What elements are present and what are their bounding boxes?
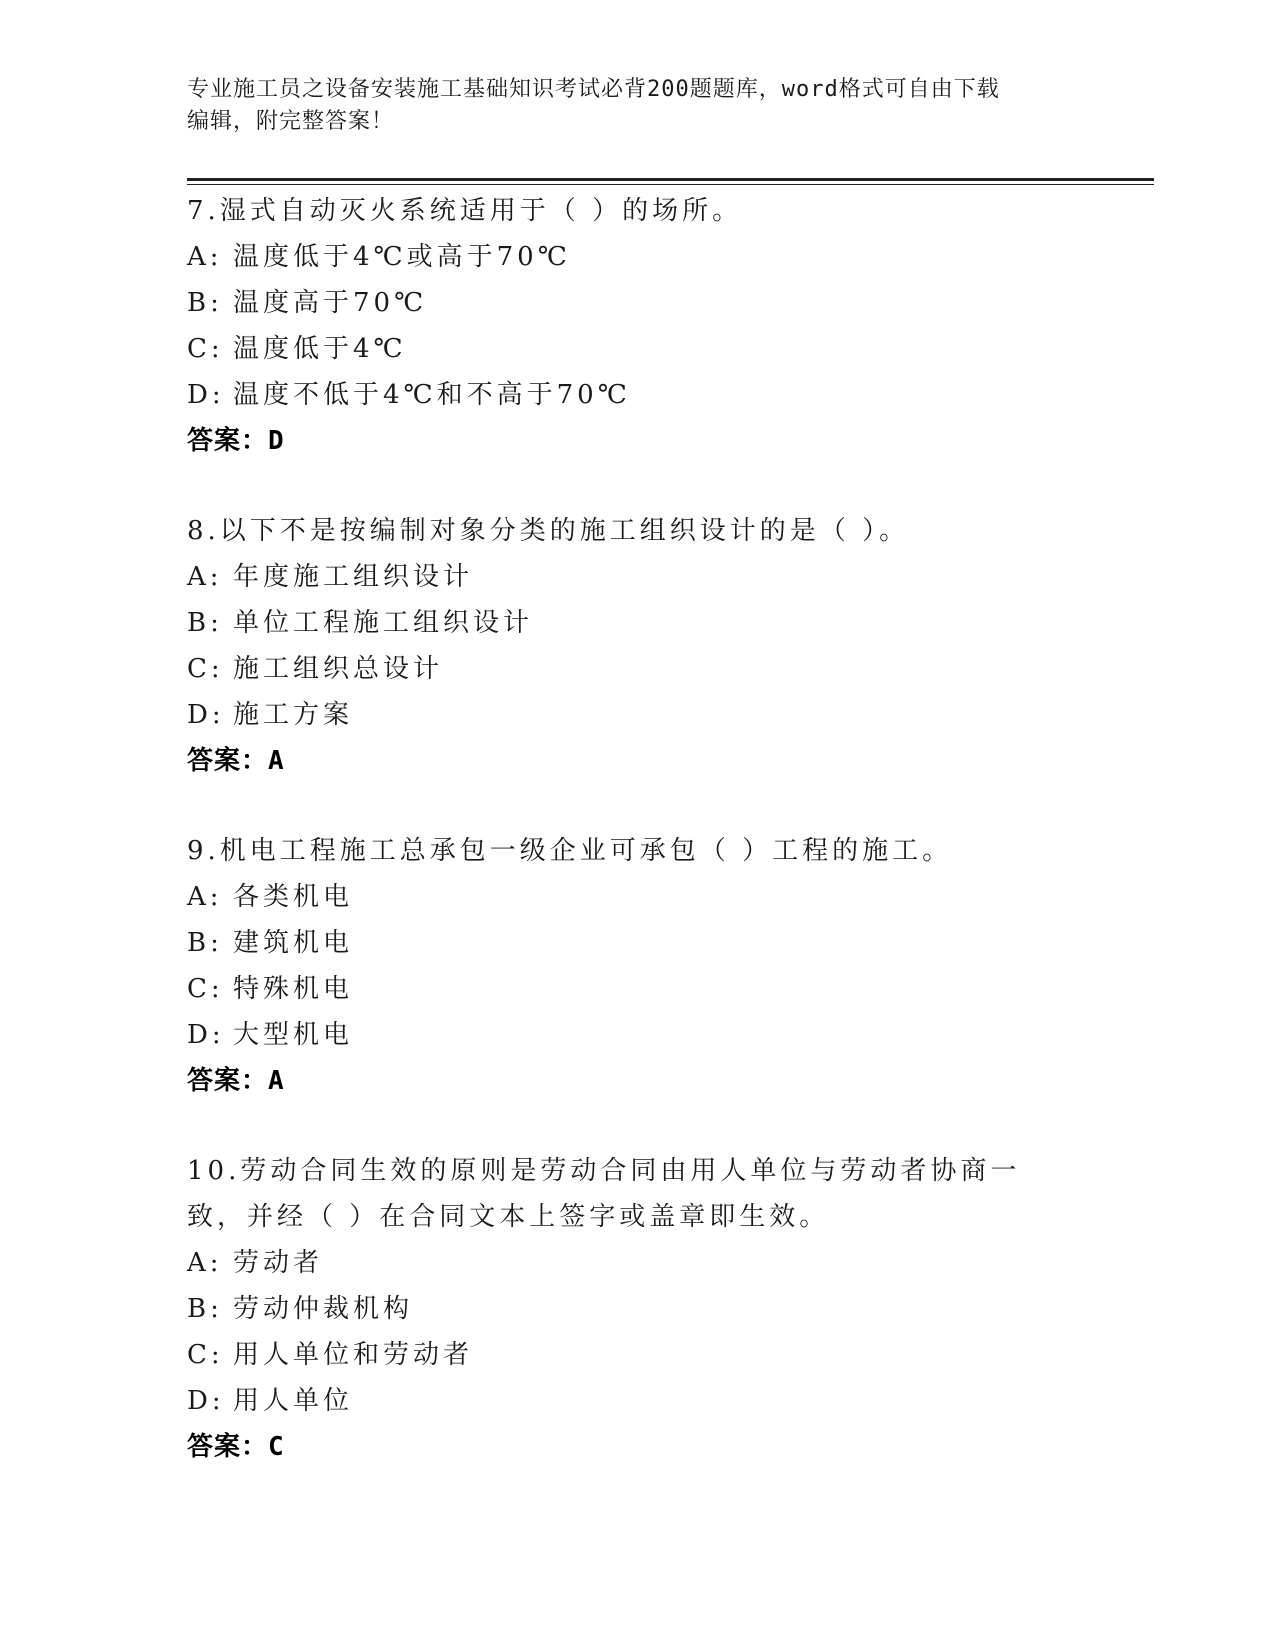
- header-line-2: 编辑，附完整答案！: [187, 109, 395, 134]
- question-text: 9.机电工程施工总承包一级企业可承包（ ）工程的施工。: [187, 836, 953, 866]
- answer-line: 答案：A: [187, 1066, 285, 1096]
- option-a: [187, 1240, 1087, 1286]
- question-10: [187, 1148, 1087, 1470]
- option-text: 大型机电: [233, 1020, 354, 1050]
- option-c: [187, 326, 1087, 372]
- option-text: 各类机电: [233, 882, 354, 912]
- option-text: 温度高于70℃: [233, 288, 428, 318]
- option-b: [187, 920, 1087, 966]
- option-key: B:: [187, 928, 223, 958]
- option-text: 温度低于4℃: [233, 334, 407, 364]
- option-key: A:: [187, 562, 223, 592]
- option-text: 施工组织总设计: [233, 654, 444, 684]
- option-key: C:: [187, 334, 224, 364]
- option-text: 用人单位和劳动者: [233, 1340, 474, 1370]
- option-text: 单位工程施工组织设计: [233, 608, 534, 638]
- answer-line: 答案：C: [187, 1432, 285, 1462]
- option-key: D:: [187, 380, 225, 410]
- option-b: [187, 280, 1087, 326]
- option-b: [187, 600, 1087, 646]
- question-text: 8.以下不是按编制对象分类的施工组织设计的是（ ）。: [187, 516, 910, 546]
- option-d: [187, 692, 1087, 738]
- option-text: 特殊机电: [233, 974, 354, 1004]
- answer-line: 答案：D: [187, 426, 285, 456]
- option-c: [187, 966, 1087, 1012]
- option-text: 劳动者: [233, 1248, 324, 1278]
- header-divider-thick: [187, 178, 1154, 181]
- header-line-1: 专业施工员之设备安装施工基础知识考试必背200题题库，word格式可自由下载: [187, 77, 1000, 102]
- option-key: B:: [187, 1294, 223, 1324]
- option-a: [187, 554, 1087, 600]
- option-c: [187, 1332, 1087, 1378]
- option-key: D:: [187, 1020, 225, 1050]
- option-text: 施工方案: [233, 700, 354, 730]
- option-key: B:: [187, 608, 223, 638]
- option-b: [187, 1286, 1087, 1332]
- option-text: 温度不低于4℃和不高于70℃: [233, 380, 631, 410]
- option-d: [187, 372, 1087, 418]
- option-text: 建筑机电: [233, 928, 354, 958]
- answer-line: 答案：A: [187, 746, 285, 776]
- document-header: [187, 74, 1067, 138]
- option-key: C:: [187, 1340, 224, 1370]
- option-a: [187, 874, 1087, 920]
- option-text: 年度施工组织设计: [233, 562, 474, 592]
- question-7: [187, 188, 1087, 464]
- question-text: 10.劳动合同生效的原则是劳动合同由用人单位与劳动者协商一致，并经（ ）在合同文本上签字或盖章即生效。: [187, 1156, 1021, 1232]
- option-d: [187, 1378, 1087, 1424]
- header-divider-thin: [187, 184, 1154, 185]
- option-d: [187, 1012, 1087, 1058]
- question-text: 7.湿式自动灭火系统适用于（ ）的场所。: [187, 196, 743, 226]
- question-9: [187, 828, 1087, 1104]
- option-key: B:: [187, 288, 223, 318]
- option-key: A:: [187, 882, 223, 912]
- question-list: [187, 188, 1087, 1514]
- question-8: [187, 508, 1087, 784]
- option-key: A:: [187, 242, 223, 272]
- option-a: [187, 234, 1087, 280]
- option-key: C:: [187, 974, 224, 1004]
- option-key: D:: [187, 700, 225, 730]
- option-text: 劳动仲裁机构: [233, 1294, 414, 1324]
- option-text: 温度低于4℃或高于70℃: [233, 242, 571, 272]
- option-c: [187, 646, 1087, 692]
- option-key: C:: [187, 654, 224, 684]
- option-text: 用人单位: [233, 1386, 354, 1416]
- option-key: D:: [187, 1386, 225, 1416]
- option-key: A:: [187, 1248, 223, 1278]
